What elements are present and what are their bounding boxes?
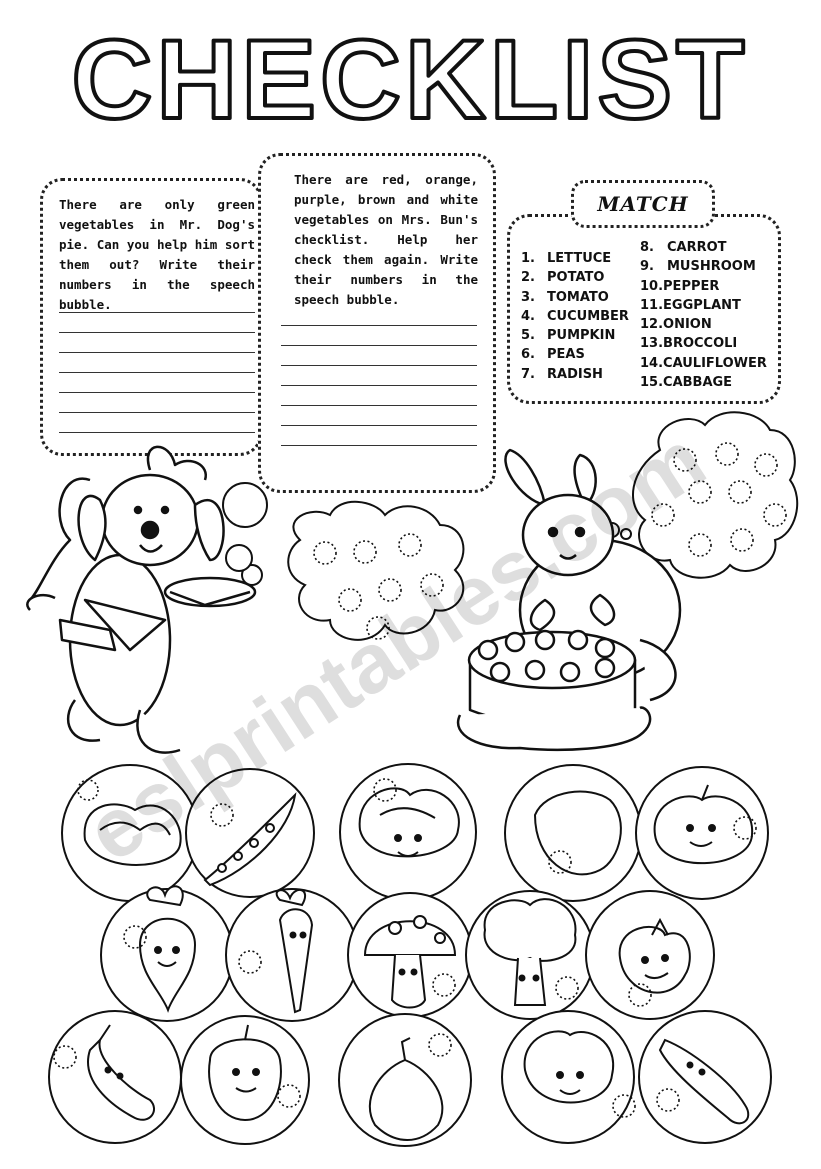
peas-picture <box>186 769 314 897</box>
list-item: 9. MUSHROOM <box>640 259 756 275</box>
list-item: 1. LETTUCE <box>521 251 612 266</box>
list-item: 6. PEAS <box>521 347 585 363</box>
cabbage-picture <box>340 764 476 900</box>
broccoli-picture <box>466 891 594 1019</box>
list-item: 5. PUMPKIN <box>521 328 616 344</box>
pepper-picture <box>181 1016 309 1144</box>
list-item: 2. POTATO <box>521 270 605 286</box>
cucumber-picture <box>639 1011 771 1143</box>
list-item: 3. TOMATO <box>521 289 609 305</box>
radish-picture <box>101 886 233 1021</box>
bun-instructions-text: There are red, orange, purple, brown and white vegetables on Mrs. Bun's checklist. Help her check them again. Write their numbers in the speech bubble. <box>294 172 478 307</box>
carrot-picture <box>226 889 358 1021</box>
mushroom-picture <box>348 893 472 1017</box>
dog-character <box>27 447 255 753</box>
eggplant-picture <box>49 1011 181 1143</box>
pumpkin-picture <box>636 767 768 899</box>
list-item: 12.ONION <box>640 317 712 333</box>
dog-instructions-text: There are only green vegetables in Mr. Dog's pie. Can you help him sort them out? Write their numbers in the speech bubble. <box>59 197 255 312</box>
list-item: 10.PEPPER <box>640 278 720 294</box>
title-text: CHECKLIST <box>71 18 749 138</box>
watermark: eslprintables.com <box>70 411 721 880</box>
dog-thought-bubble <box>223 483 463 640</box>
list-item: 4. CUCUMBER <box>521 308 629 324</box>
potato-picture <box>505 765 641 901</box>
list-item: 7. RADISH <box>521 366 603 382</box>
onion-picture <box>339 1014 471 1146</box>
list-item: 15.CABBAGE <box>640 375 733 391</box>
lettuce-picture <box>62 765 198 901</box>
list-item: 14.CAULIFLOWER <box>640 355 767 371</box>
cauliflower-picture <box>502 1011 634 1143</box>
list-item: 8. CARROT <box>640 240 727 255</box>
match-label: MATCH <box>571 180 715 228</box>
list-item: 11.EGGPLANT <box>640 297 741 313</box>
list-item: 13.BROCCOLI <box>640 336 738 352</box>
